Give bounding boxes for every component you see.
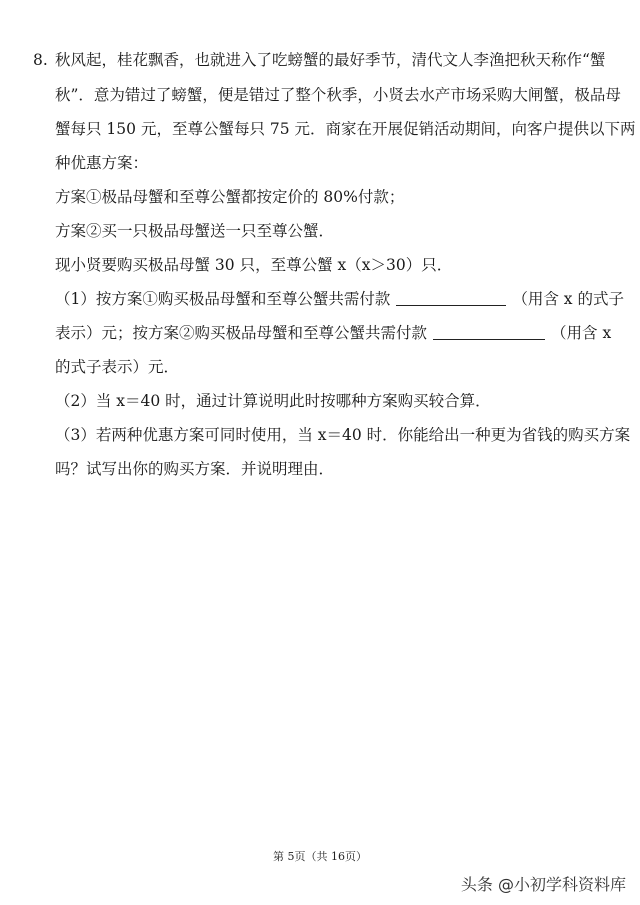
intro-line-3: 蟹每只 150 元，至尊公蟹每只 75 元．商家在开展促销活动期间，向客户提供以下两 bbox=[55, 120, 636, 138]
watermark-text: 头条 @小初学科资料库 bbox=[460, 875, 626, 894]
answer-blank-1[interactable] bbox=[396, 291, 506, 306]
part-2: （2）当 x＝40 时，通过计算说明此时按哪种方案购买较合算． bbox=[55, 392, 491, 410]
part-1-text-b: （用含 x 的式子 bbox=[512, 290, 624, 308]
part-3-line-1: （3）若两种优惠方案可同时使用，当 x＝40 时．你能给出一种更为省钱的购买方案 bbox=[55, 426, 631, 444]
plan-2: 方案②买一只极品母蟹送一只至尊公蟹． bbox=[55, 222, 335, 240]
question-number: 8. bbox=[33, 51, 48, 69]
part-1-text-d: （用含 x bbox=[551, 324, 612, 342]
intro-line-2: 秋”．意为错过了螃蟹，便是错过了整个秋季，小贤去水产市场采购大闸蟹，极品母 bbox=[55, 86, 621, 104]
part-3-line-2: 吗？试写出你的购买方案．并说明理由． bbox=[55, 460, 335, 478]
intro-line-4: 种优惠方案： bbox=[55, 154, 149, 172]
part-1-line-3: 的式子表示）元． bbox=[55, 358, 180, 376]
answer-blank-2[interactable] bbox=[433, 325, 545, 340]
part-1-text-a: （1）按方案①购买极品母蟹和至尊公蟹共需付款 bbox=[55, 290, 391, 308]
part-1-text-c: 表示）元；按方案②购买极品母蟹和至尊公蟹共需付款 bbox=[55, 324, 428, 342]
intro-line-1: 秋风起，桂花飘香，也就进入了吃螃蟹的最好季节，清代文人李渔把秋天称作“蟹 bbox=[55, 51, 606, 69]
condition-text: 现小贤要购买极品母蟹 30 只，至尊公蟹 x（x＞30）只． bbox=[55, 256, 453, 274]
watermark bbox=[461, 872, 626, 895]
plan-1: 方案①极品母蟹和至尊公蟹都按定价的 80%付款； bbox=[55, 188, 405, 206]
part-1-line-2 bbox=[55, 323, 611, 343]
part-1-line-1 bbox=[55, 289, 624, 309]
page-footer: 第 5页（共 16页） bbox=[273, 850, 367, 863]
